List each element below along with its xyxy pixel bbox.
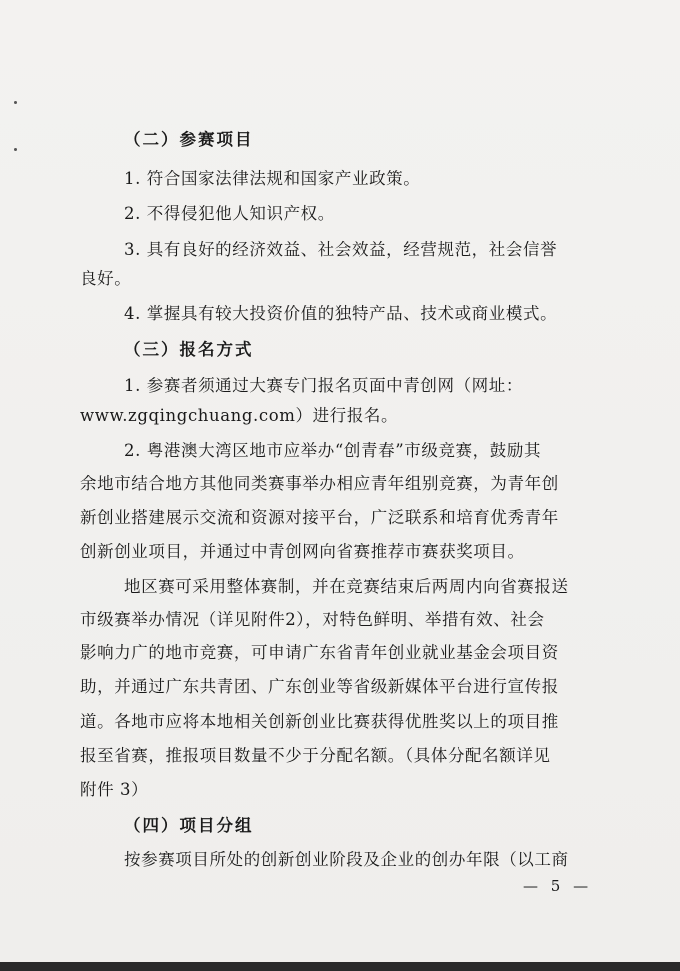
paragraph-line: 影响力广的地市竞赛，可申请广东省青年创业就业基金会项目资: [80, 643, 559, 662]
paragraph-line: 助，并通过广东共青团、广东创业等省级新媒体平台进行宣传报: [80, 677, 559, 696]
paragraph-line: 按参赛项目所处的创新创业阶段及企业的创办年限（以工商: [124, 850, 569, 869]
paragraph-line: 道。各地市应将本地相关创新创业比赛获得优胜奖以上的项目推: [80, 712, 559, 731]
paragraph-line: www.zgqingchuang.com）进行报名。: [80, 406, 399, 425]
paragraph-line: 附件 3）: [80, 780, 149, 799]
paragraph-line: 地区赛可采用整体赛制，并在竞赛结束后两周内向省赛报送: [124, 577, 569, 596]
paragraph-line: 新创业搭建展示交流和资源对接平台，广泛联系和培育优秀青年: [80, 508, 559, 527]
paragraph-line: 3. 具有良好的经济效益、社会效益，经营规范，社会信誉: [124, 240, 558, 259]
section-heading-registration: （三）报名方式: [124, 340, 254, 359]
scan-mark: [14, 148, 17, 151]
paragraph-line: 1. 符合国家法律法规和国家产业政策。: [124, 169, 421, 188]
paragraph-line: 2. 粤港澳大湾区地市应举办“创青春”市级竞赛，鼓励其: [124, 441, 542, 460]
paragraph-line: 余地市结合地方其他同类赛事举办相应青年组别竞赛，为青年创: [80, 474, 559, 493]
page-number: — 5 —: [523, 877, 593, 895]
scan-border: [0, 962, 680, 971]
paragraph-line: 市级赛举办情况（详见附件2），对特色鲜明、举措有效、社会: [80, 610, 545, 629]
paragraph-line: 良好。: [80, 269, 132, 288]
section-heading-groups: （四）项目分组: [124, 816, 254, 835]
paragraph-line: 创新创业项目，并通过中青创网向省赛推荐市赛获奖项目。: [80, 542, 525, 561]
scan-mark: [14, 101, 17, 104]
paragraph-line: 报至省赛，推报项目数量不少于分配名额。（具体分配名额详见: [80, 746, 551, 765]
section-heading-entries: （二）参赛项目: [124, 130, 254, 149]
paragraph-line: 1. 参赛者须通过大赛专门报名页面中青创网（网址：: [124, 376, 523, 395]
paragraph-line: 2. 不得侵犯他人知识产权。: [124, 204, 335, 223]
paragraph-line: 4. 掌握具有较大投资价值的独特产品、技术或商业模式。: [124, 304, 558, 323]
